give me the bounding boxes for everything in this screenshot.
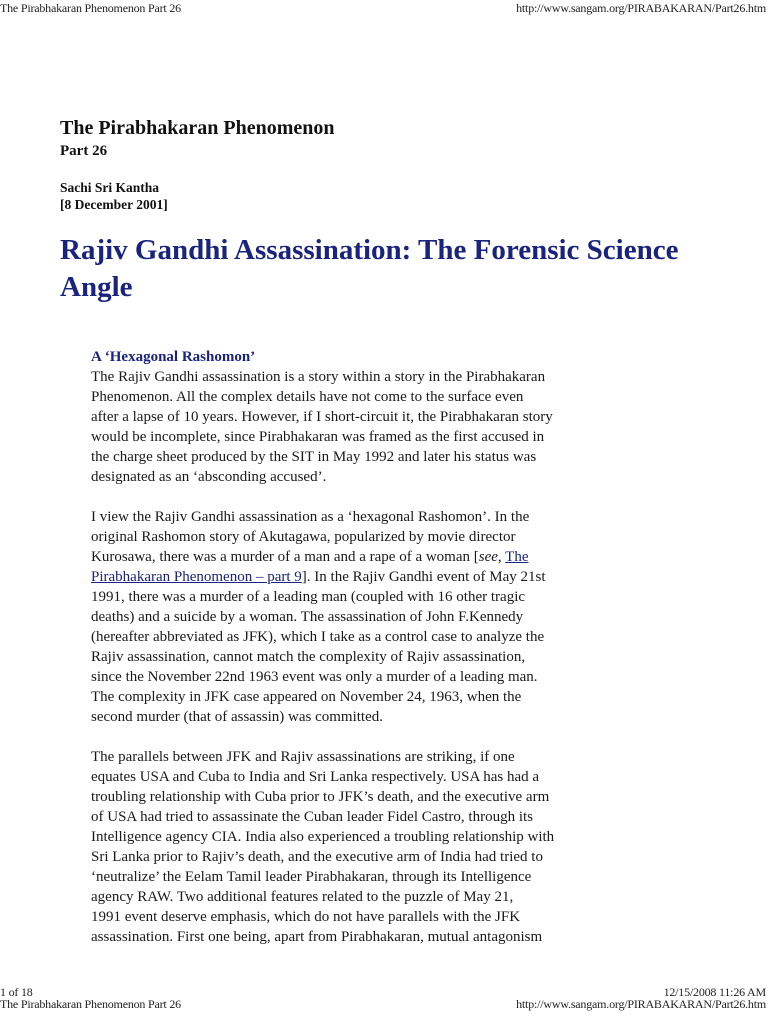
page-count: 1 of 18 xyxy=(0,985,33,999)
article-title: Rajiv Gandhi Assassination: The Forensic Science Angle xyxy=(60,234,679,303)
next-page-title: The Pirabhakaran Phenomenon Part 26 xyxy=(0,997,181,1011)
see-emphasis: see xyxy=(478,549,498,565)
paragraph-2-separator: , xyxy=(497,549,506,565)
part-9-link[interactable]: The Pirabhakaran Phenomenon – part 9 xyxy=(91,549,529,585)
next-page-url: http://www.sangam.org/PIRABAKARAN/Part26.htm xyxy=(516,997,766,1011)
paragraph-2 xyxy=(91,507,621,727)
article-body xyxy=(91,347,621,947)
paragraph-2-text-b: ]. In the Rajiv Gandhi event of May 21st 1991, there was a murder of a leading man (coupled with 16 other tragic deaths) and a suicide by a woman. The assassination of John F.Kennedy (hereafter abbreviated as JFK), which I take as a control case to analyze the Rajiv assassination, cannot match the complexity of Rajiv assassination, since the November 22nd 1963 event was only a murder of a leading man. The complexity in JFK case appeared on November 24, 1963, when the second murder (that of assassin) was committed. xyxy=(91,569,546,725)
paragraph-3: The parallels between JFK and Rajiv assassinations are striking, if one equates USA and Cuba to India and Sri Lanka respectively. USA has had a troubling relationship with Cuba prior to JFK’s death, and the executive arm of USA had tried to assassinate the Cuban leader Fidel Castro, through its Intelligence agency CIA. India also experienced a troubling relationship with Sri Lanka prior to Rajiv’s death, and the executive arm of India had tried to ‘neutralize’ the Eelam Tamil leader Pirabhakaran, through its Intelligence agency RAW. Two additional features related to the puzzle of May 21, 1991 event deserve emphasis, which do not have parallels with the JFK assassination. First one being, apart from Pirabhakaran, mutual antagonism xyxy=(91,749,555,945)
part-number: Part 26 xyxy=(60,143,108,159)
section-heading: A ‘Hexagonal Rashomon’ xyxy=(91,349,256,365)
paragraph-2-text-a: I view the Rajiv Gandhi assassination as a ‘hexagonal Rashomon’. In the original Rashomon story of Akutagawa, popularized by movie director Kurosawa, there was a murder of a man and a rape of a woman [ xyxy=(91,509,530,565)
byline xyxy=(60,179,168,213)
print-header-url: http://www.sangam.org/PIRABAKARAN/Part26.htm xyxy=(516,1,766,15)
paragraph-1: The Rajiv Gandhi assassination is a story within a story in the Pirabhakaran Phenomenon. All the complex details have not come to the surface even after a lapse of 10 years. However, if I short-circuit it, the Pirabhakaran story would be incomplete, since Pirabhakaran was framed as the first accused in the charge sheet produced by the SIT in May 1992 and later his status was designated as an ‘absconding accused’. xyxy=(91,369,553,485)
print-header-title: The Pirabhakaran Phenomenon Part 26 xyxy=(0,1,181,15)
author-name: Sachi Sri Kantha xyxy=(60,180,160,195)
print-timestamp: 12/15/2008 11:26 AM xyxy=(663,985,766,999)
publish-date: [8 December 2001] xyxy=(60,197,168,212)
site-title: The Pirabhakaran Phenomenon xyxy=(60,117,335,139)
